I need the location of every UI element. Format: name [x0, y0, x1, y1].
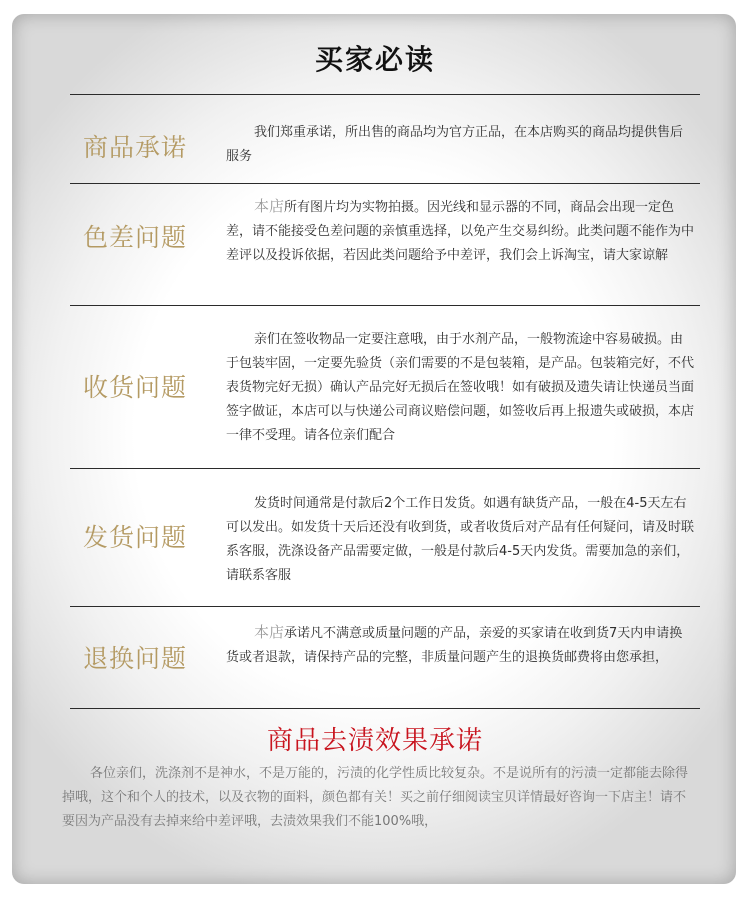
- page-title: 买家必读: [314, 43, 435, 76]
- section-text: 发货时间通常是付款后2个工作日发货。如遇有缺货产品，一般在4-5天左右可以发出。如发货十天后还没有收到货，或者收货后对产品有任何疑问，请及时联系客服，洗涤设备产品需要定做，一般是付款后4-5天内发货。需要加急的亲们，请联系客服: [226, 496, 695, 583]
- section-body-returns: [226, 620, 694, 670]
- section-body-receiving: [226, 326, 694, 448]
- stain-removal-promise-title: 商品去渍效果承诺: [266, 726, 483, 756]
- section-body-shipping: [226, 490, 694, 588]
- section-label-returns: 退换问题: [82, 644, 187, 673]
- divider: [70, 94, 700, 95]
- store-prefix: 本店: [254, 197, 285, 215]
- section-label-product-promise: 商品承诺: [82, 133, 187, 162]
- section-text: 我们郑重承诺，所出售的商品均为官方正品，在本店购买的商品均提供售后服务: [226, 125, 684, 164]
- section-label-color-difference: 色差问题: [82, 223, 187, 252]
- section-body-product-promise: [226, 119, 694, 169]
- stain-removal-promise-text: 各位亲们，洗涤剂不是神水，不是万能的，污渍的化学性质比较复杂。不是说所有的污渍一定都能去除得掉哦，这个和个人的技术，以及衣物的面料，颜色都有关！买之前仔细阅读宝贝详情最好咨询一下店主！请不要因为产品没有去掉来给中差评哦，去渍效果我们不能100%哦，: [62, 766, 689, 829]
- section-label-shipping: 发货问题: [82, 523, 187, 552]
- section-text: 亲们在签收物品一定要注意哦，由于水剂产品，一般物流途中容易破损。由于包装牢固，一定要先验货（亲们需要的不是包装箱，是产品。包装箱完好，不代表货物完好无损）确认产品完好无损后在签收哦！如有破损及遗失请让快递员当面签字做证，本店可以与快递公司商议赔偿问题，如签收后再上报遗失或破损，本店一律不受理。请各位亲们配合: [226, 332, 695, 443]
- divider: [70, 606, 700, 607]
- section-body-color-difference: [226, 194, 694, 268]
- divider: [70, 708, 700, 709]
- store-prefix: 本店: [254, 623, 285, 641]
- divider: [70, 183, 700, 184]
- section-text: 承诺凡不满意或质量问题的产品，亲爱的买家请在收到货7天内申请换货或者退款，请保持产品的完整，非质量问题产生的退换货邮费将由您承担，: [226, 626, 683, 665]
- section-label-receiving: 收货问题: [82, 373, 187, 402]
- section-text: 所有图片均为实物拍摄。因光线和显示器的不同，商品会出现一定色差，请不能接受色差问题的亲慎重选择，以免产生交易纠纷。此类问题不能作为中差评以及投诉依据，若因此类问题给予中差评，我们会上诉淘宝，请大家谅解: [226, 200, 695, 263]
- divider: [70, 468, 700, 469]
- divider: [70, 305, 700, 306]
